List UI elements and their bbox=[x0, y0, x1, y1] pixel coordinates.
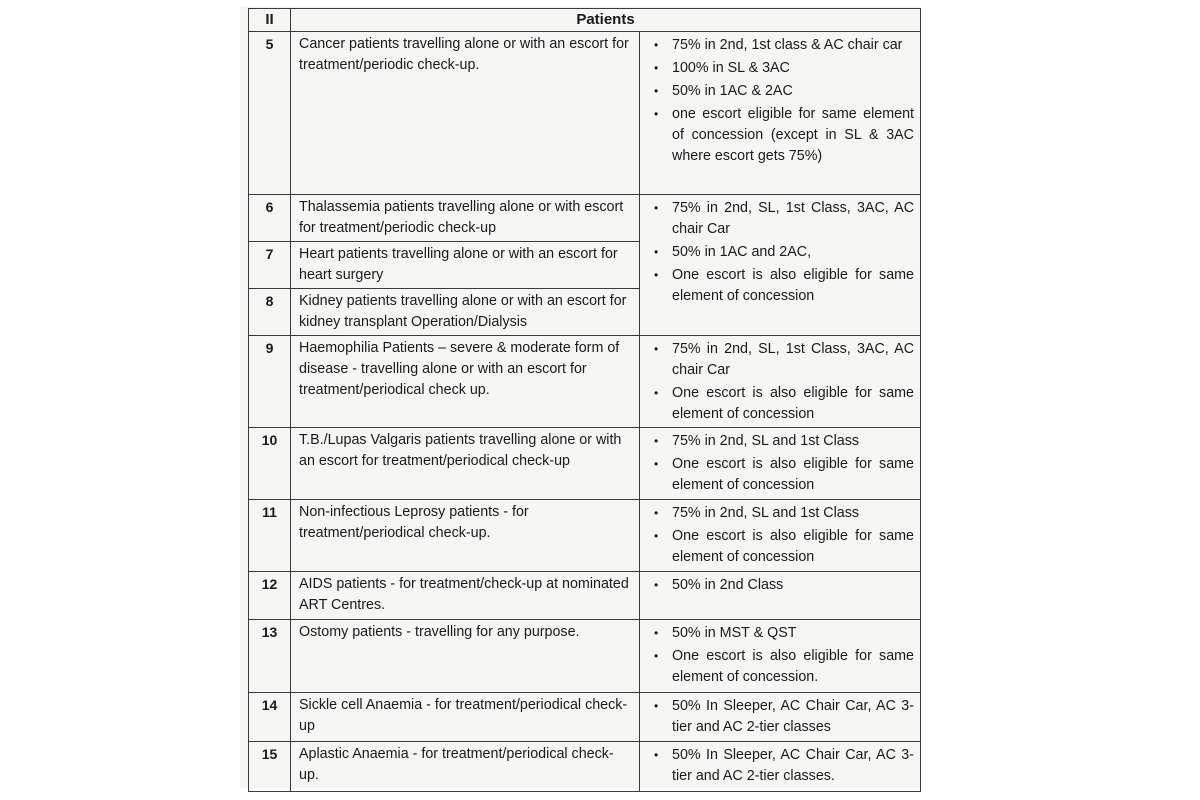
concession-item: • 50% in 1AC and 2AC, bbox=[646, 242, 914, 263]
row-concessions bbox=[640, 195, 921, 336]
table-row bbox=[249, 336, 921, 428]
row-concessions bbox=[640, 572, 921, 620]
concession-item: • 50% in 1AC & 2AC bbox=[646, 81, 914, 102]
table-row bbox=[249, 195, 921, 242]
concession-item: • 75% in 2nd, SL, 1st Class, 3AC, AC chair Car bbox=[646, 198, 914, 240]
concession-item: • One escort is also eligible for same element of concession bbox=[646, 383, 914, 425]
row-description: Sickle cell Anaemia - for treatment/periodical check-up bbox=[291, 693, 640, 742]
scanned-page bbox=[240, 6, 920, 788]
header-title: Patients bbox=[291, 9, 921, 32]
row-number: 8 bbox=[249, 289, 291, 336]
row-number: 14 bbox=[249, 693, 291, 742]
table-row bbox=[249, 32, 921, 195]
table-row bbox=[249, 742, 921, 792]
table-row bbox=[249, 428, 921, 500]
row-number: 9 bbox=[249, 336, 291, 428]
row-concessions bbox=[640, 32, 921, 195]
concession-item: • One escort is also eligible for same element of concession bbox=[646, 265, 914, 307]
concession-item: • 75% in 2nd, SL, 1st Class, 3AC, AC chair Car bbox=[646, 339, 914, 381]
concession-table bbox=[248, 8, 921, 792]
row-description: Heart patients travelling alone or with an escort for heart surgery bbox=[291, 242, 640, 289]
row-description: Aplastic Anaemia - for treatment/periodical check-up. bbox=[291, 742, 640, 792]
row-description: T.B./Lupas Valgaris patients travelling alone or with an escort for treatment/periodical check-up bbox=[291, 428, 640, 500]
concession-item: • one escort eligible for same element of concession (except in SL & 3AC where escort gets 75%) bbox=[646, 104, 914, 167]
row-number: 6 bbox=[249, 195, 291, 242]
concession-item: • 75% in 2nd, SL and 1st Class bbox=[646, 503, 914, 524]
row-description: AIDS patients - for treatment/check-up at nominated ART Centres. bbox=[291, 572, 640, 620]
concession-item: • 50% in MST & QST bbox=[646, 623, 914, 644]
row-number: 13 bbox=[249, 620, 291, 693]
row-number: 15 bbox=[249, 742, 291, 792]
row-concessions bbox=[640, 742, 921, 792]
row-number: 10 bbox=[249, 428, 291, 500]
row-concessions bbox=[640, 500, 921, 572]
row-description: Thalassemia patients travelling alone or with escort for treatment/periodic check-up bbox=[291, 195, 640, 242]
table-row bbox=[249, 572, 921, 620]
concession-item: • 50% In Sleeper, AC Chair Car, AC 3-tier and AC 2-tier classes. bbox=[646, 745, 914, 787]
row-number: 5 bbox=[249, 32, 291, 195]
table-header-row bbox=[249, 9, 921, 32]
row-number: 12 bbox=[249, 572, 291, 620]
header-col-number: II bbox=[249, 9, 291, 32]
row-description: Ostomy patients - travelling for any purpose. bbox=[291, 620, 640, 693]
row-concessions bbox=[640, 693, 921, 742]
row-concessions bbox=[640, 620, 921, 693]
table-row bbox=[249, 693, 921, 742]
concession-item: • 50% in 2nd Class bbox=[646, 575, 914, 596]
row-concessions bbox=[640, 428, 921, 500]
table-row bbox=[249, 500, 921, 572]
concession-item: • One escort is also eligible for same element of concession bbox=[646, 454, 914, 496]
table-row bbox=[249, 620, 921, 693]
row-number: 11 bbox=[249, 500, 291, 572]
concession-item: • 75% in 2nd, 1st class & AC chair car bbox=[646, 35, 914, 56]
concession-item: • 100% in SL & 3AC bbox=[646, 58, 914, 79]
row-number: 7 bbox=[249, 242, 291, 289]
row-description: Haemophilia Patients – severe & moderate form of disease - travelling alone or with an escort for treatment/periodical check up. bbox=[291, 336, 640, 428]
concession-item: • One escort is also eligible for same element of concession bbox=[646, 526, 914, 568]
concession-item: • 75% in 2nd, SL and 1st Class bbox=[646, 431, 914, 452]
row-description: Kidney patients travelling alone or with an escort for kidney transplant Operation/Dialysis bbox=[291, 289, 640, 336]
row-description: Non-infectious Leprosy patients - for treatment/periodical check-up. bbox=[291, 500, 640, 572]
row-description: Cancer patients travelling alone or with an escort for treatment/periodic check-up. bbox=[291, 32, 640, 195]
row-concessions bbox=[640, 336, 921, 428]
concession-item: • 50% In Sleeper, AC Chair Car, AC 3-tier and AC 2-tier classes bbox=[646, 696, 914, 738]
concession-item: • One escort is also eligible for same element of concession. bbox=[646, 646, 914, 688]
